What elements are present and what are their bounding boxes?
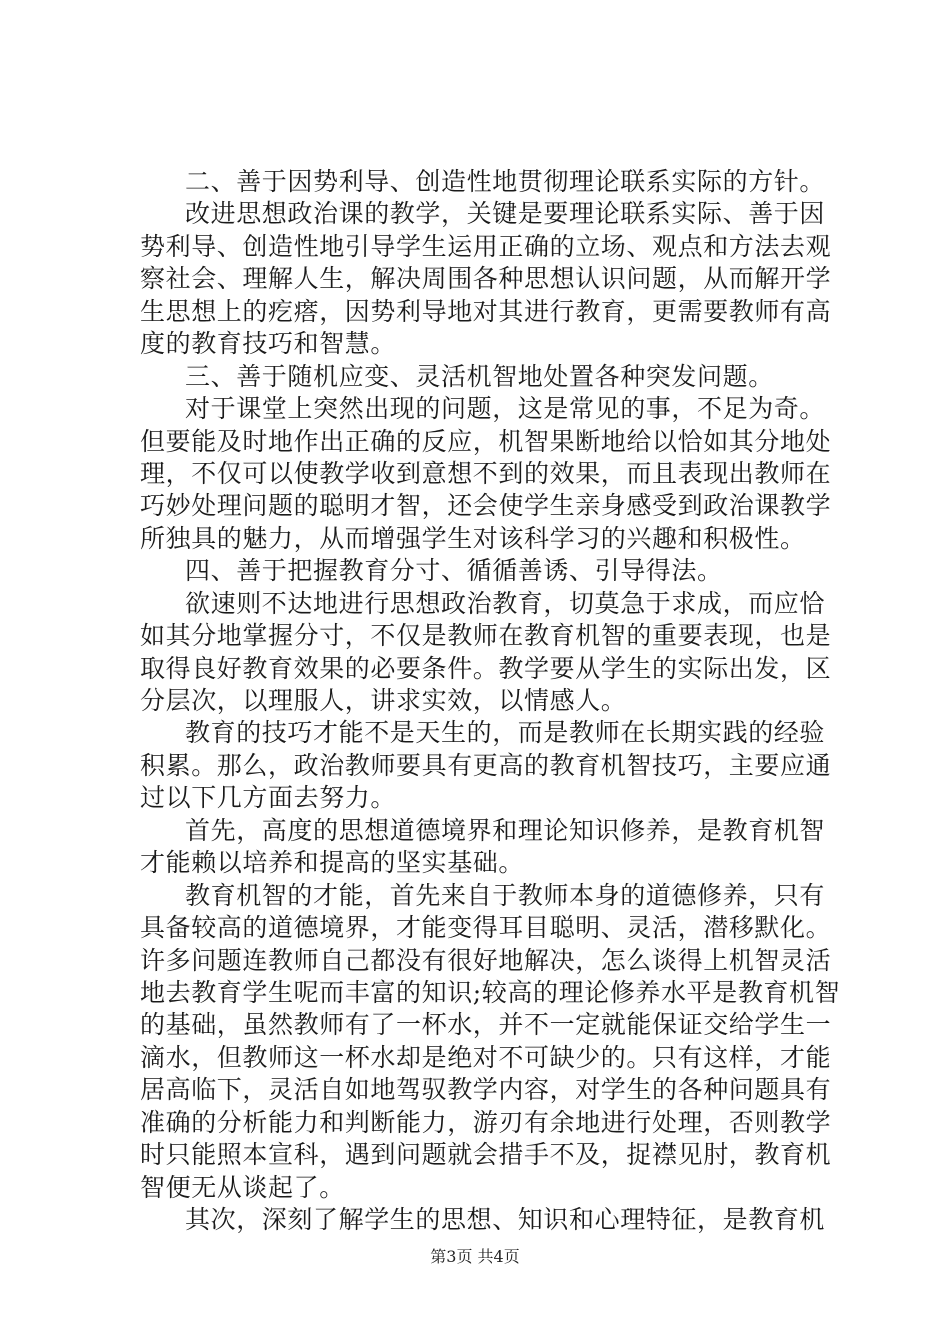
text-line: 教育机智的才能，首先来自于教师本身的道德修养，只有 (185, 880, 826, 910)
text-line: 欲速则不达地进行思想政治教育，切莫急于求成，而应恰 (185, 588, 826, 618)
document-body (140, 166, 841, 1236)
text-line: 的基础，虽然教师有了一杯水，并不一定就能保证交给学生一 (140, 1010, 832, 1040)
text-line: 许多问题连教师自己都没有很好地解决，怎么谈得上机智灵活 (140, 945, 832, 975)
text-line: 智便无从谈起了。 (140, 1172, 345, 1202)
text-line: 分层次，以理服人，讲求实效，以情感人。 (140, 686, 627, 715)
text-line: 准确的分析能力和判断能力，游刃有余地进行处理，否则教学 (140, 1107, 832, 1137)
text-line: 所独具的魅力，从而增强学生对该科学习的兴趣和积极性。 (140, 523, 806, 553)
page-footer: 第3页 共4页 (430, 1247, 520, 1266)
text-line: 势利导、创造性地引导学生运用正确的立场、观点和方法去观 (140, 231, 832, 261)
text-line: 积累。那么，政治教师要具有更高的教育机智技巧，主要应通 (140, 750, 832, 780)
text-line: 首先，高度的思想道德境界和理论知识修养，是教育机智 (185, 815, 826, 845)
text-line: 教育的技巧才能不是天生的，而是教师在长期实践的经验 (185, 718, 826, 748)
text-line: 对于课堂上突然出现的问题，这是常见的事，不足为奇。 (185, 394, 826, 424)
text-line: 地去教育学生呢而丰富的知识;较高的理论修养水平是教育机智 (140, 977, 841, 1007)
text-line: 才能赖以培养和提高的坚实基础。 (140, 848, 525, 878)
text-line: 二、善于因势利导、创造性地贯彻理论联系实际的方针。 (185, 167, 826, 196)
text-line: 居高临下，灵活自如地驾驭教学内容，对学生的各种问题具有 (140, 1075, 832, 1105)
text-line: 三、善于随机应变、灵活机智地处置各种突发问题。 (185, 361, 774, 391)
text-line: 四、善于把握教育分寸、循循善诱、引导得法。 (185, 556, 723, 586)
text-line: 具备较高的道德境界，才能变得耳目聪明、灵活，潜移默化。 (140, 913, 832, 943)
text-line: 取得良好教育效果的必要条件。教学要从学生的实际出发，区 (140, 653, 832, 683)
text-line: 滴水，但教师这一杯水却是绝对不可缺少的。只有这样，才能 (140, 1042, 832, 1072)
text-line: 度的教育技巧和智慧。 (140, 329, 397, 359)
text-line: 过以下几方面去努力。 (140, 783, 397, 813)
text-line: 时只能照本宣科，遇到问题就会措手不及，捉襟见肘，教育机 (140, 1140, 832, 1170)
text-line: 但要能及时地作出正确的反应，机智果断地给以恰如其分地处 (140, 426, 832, 456)
text-line: 如其分地掌握分寸，不仅是教师在教育机智的重要表现，也是 (140, 621, 832, 651)
text-line: 巧妙处理问题的聪明才智，还会使学生亲身感受到政治课教学 (140, 491, 832, 521)
text-line: 生思想上的疙瘩，因势利导地对其进行教育，更需要教师有高 (140, 296, 832, 326)
text-line: 察社会、理解人生，解决周围各种思想认识问题，从而解开学 (140, 264, 832, 294)
text-line: 理，不仅可以使教学收到意想不到的效果，而且表现出教师在 (140, 458, 832, 488)
text-line: 其次，深刻了解学生的思想、知识和心理特征，是教育机 (185, 1205, 826, 1234)
text-line: 改进思想政治课的教学，关键是要理论联系实际、善于因 (185, 199, 826, 229)
